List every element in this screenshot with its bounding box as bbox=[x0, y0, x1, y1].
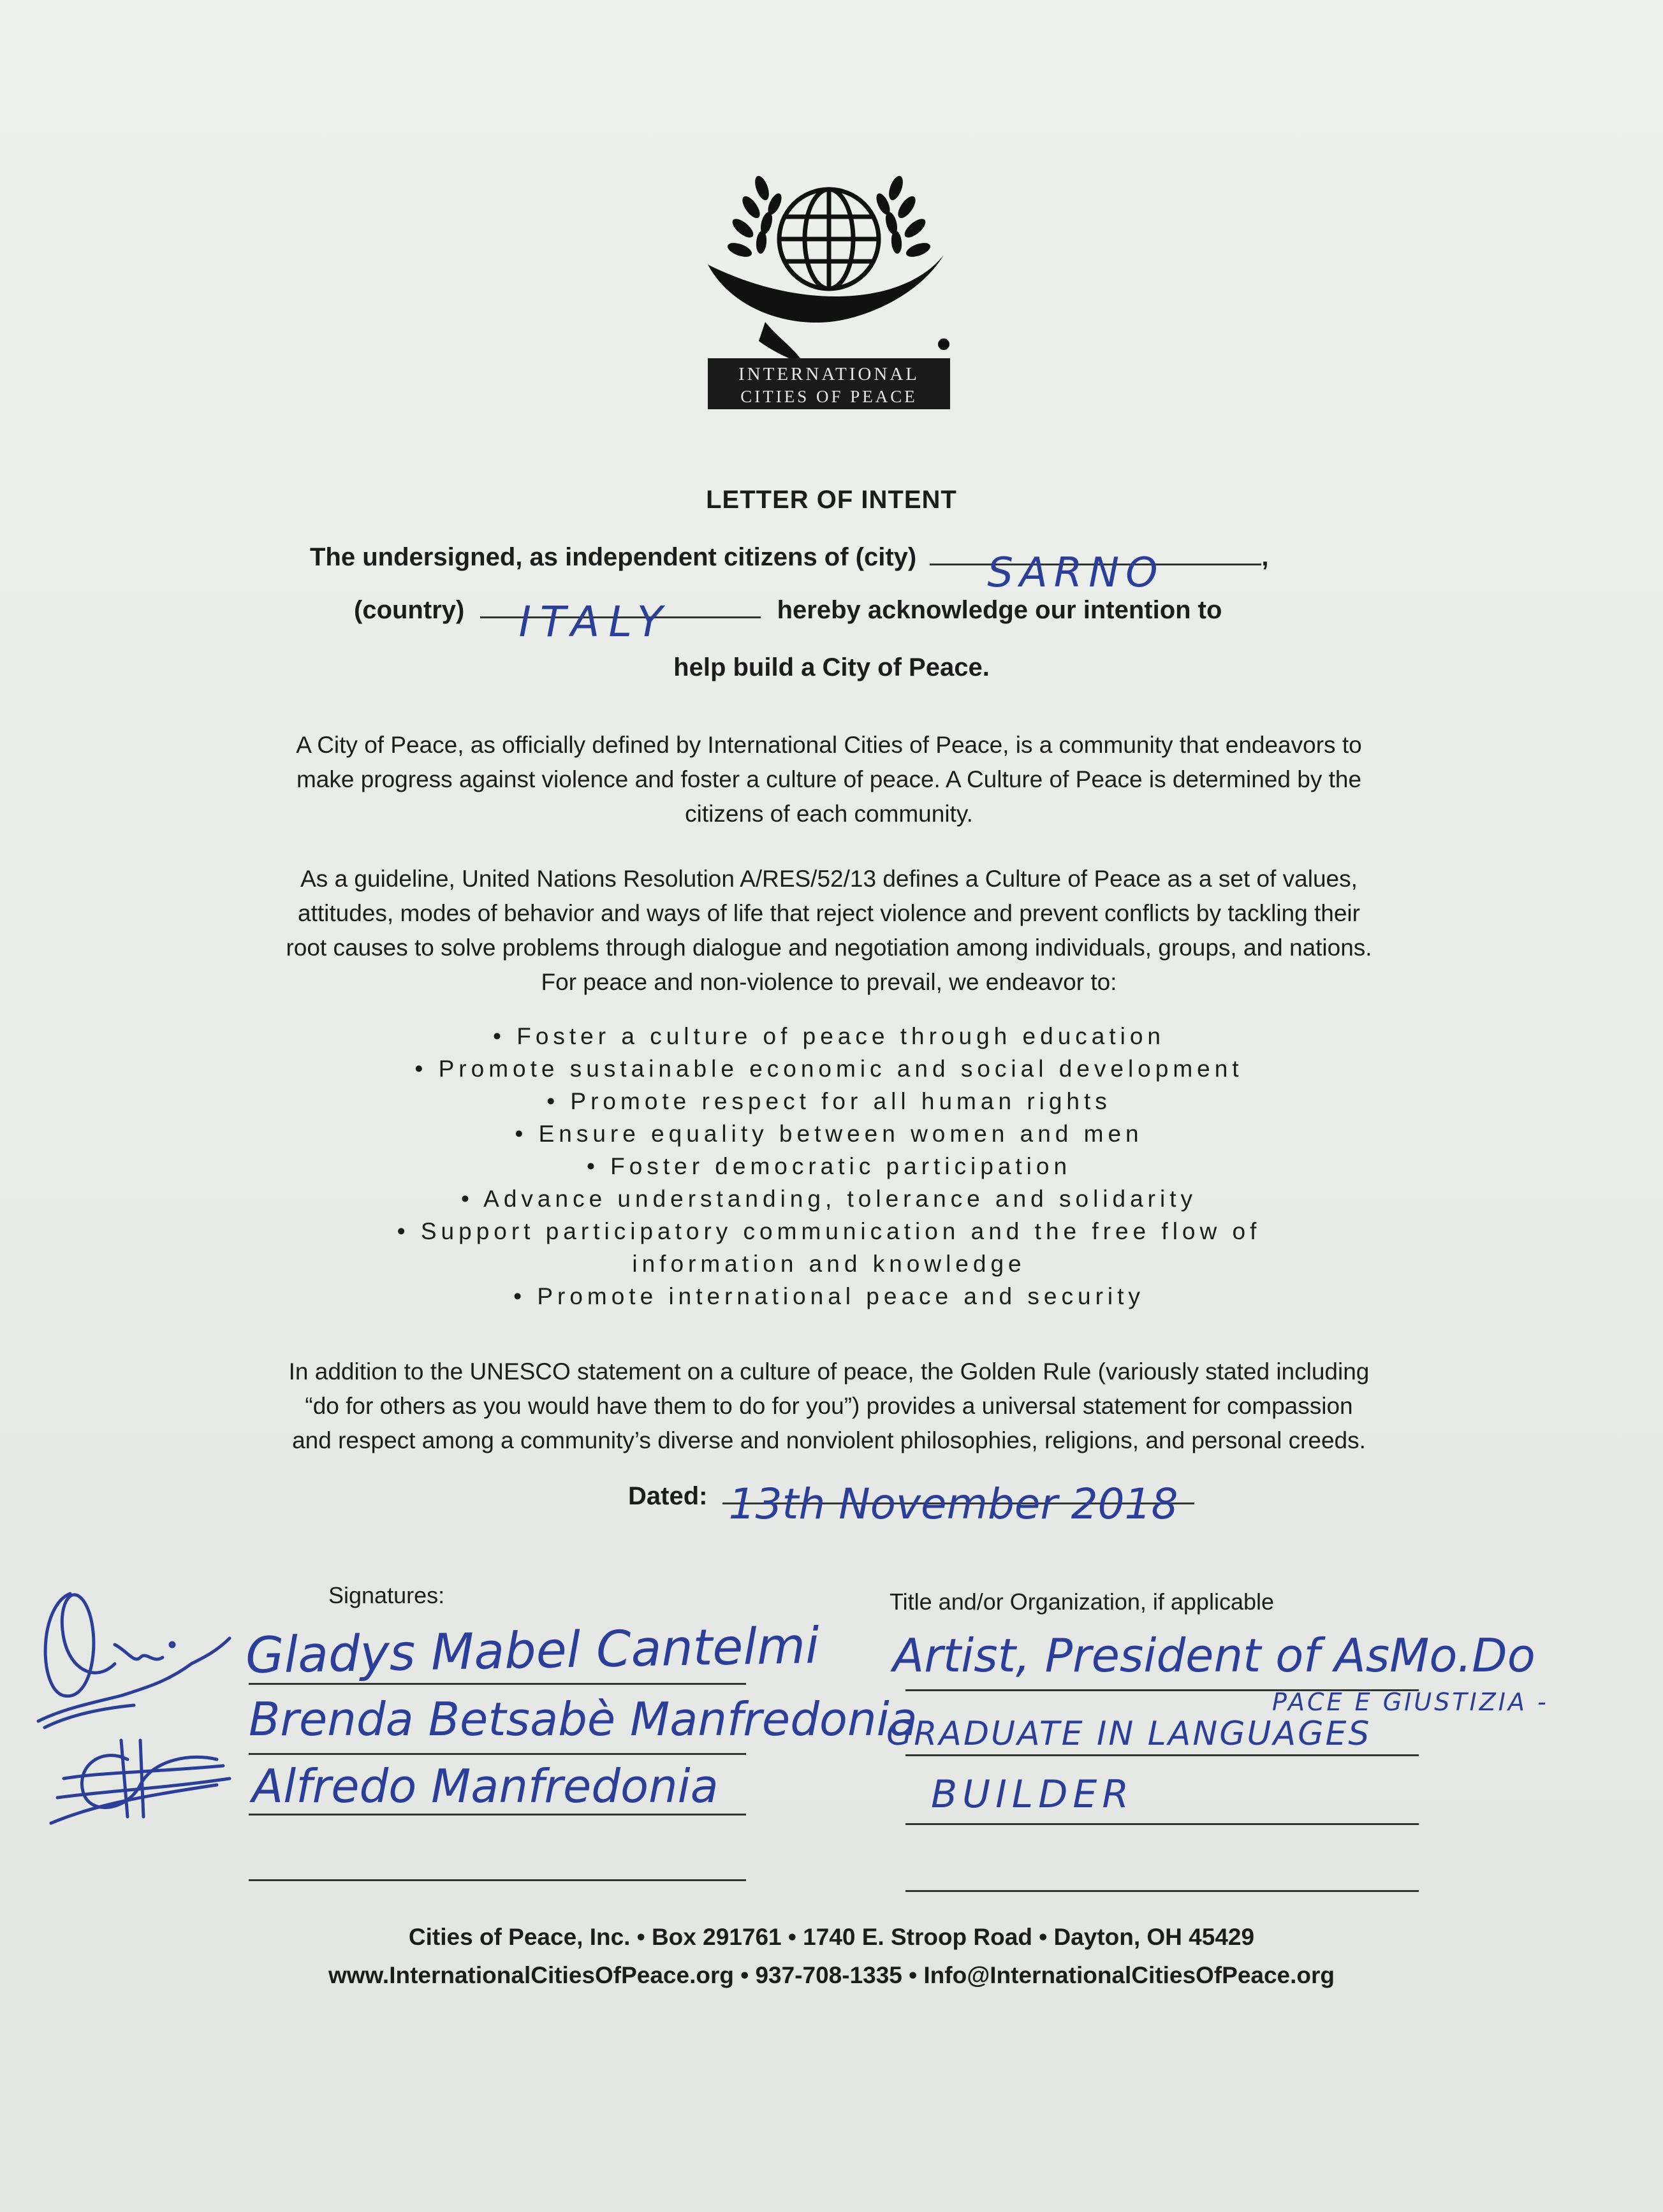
title-line-2 bbox=[905, 1754, 1419, 1756]
list-item: • Foster democratic participation bbox=[586, 1153, 1072, 1179]
list-item: • Support participatory communication and the free flow of bbox=[397, 1218, 1261, 1244]
signature-scribbles bbox=[26, 1568, 281, 1836]
international-cities-of-peace-logo bbox=[695, 159, 963, 421]
signature-line-3 bbox=[249, 1814, 746, 1815]
intent-line-3: help build a City of Peace. bbox=[673, 653, 990, 681]
signer-title-3: BUILDER bbox=[931, 1772, 1134, 1817]
intent-city-prefix: The undersigned, as independent citizens of (city) bbox=[310, 543, 917, 571]
dated-line bbox=[628, 1480, 1194, 1529]
paragraph-line: root causes to solve problems through dialogue and negotiation among individuals, groups, and nations. bbox=[286, 935, 1372, 961]
title-line-3 bbox=[905, 1823, 1419, 1825]
intent-country-prefix: (country) bbox=[354, 596, 465, 624]
signer-title-2: GRADUATE IN LANGUAGES bbox=[886, 1715, 1372, 1753]
dated-label: Dated: bbox=[628, 1482, 708, 1510]
signatures-label: Signatures: bbox=[328, 1582, 445, 1608]
footer-address: Cities of Peace, Inc. • Box 291761 • 1740 E. Stroop Road • Dayton, OH 45429 bbox=[408, 1924, 1255, 1950]
date-handwritten: 13th November 2018 bbox=[728, 1480, 1178, 1529]
intent-line-2 bbox=[354, 596, 1222, 646]
page-title: LETTER OF INTENT bbox=[706, 486, 957, 514]
list-item: • Advance understanding, tolerance and solidarity bbox=[460, 1186, 1198, 1212]
list-item: • Promote sustainable economic and social development bbox=[414, 1056, 1243, 1082]
paragraph-line: make progress against violence and foster a culture of peace. A Culture of Peace is determined by the bbox=[296, 766, 1362, 792]
country-field bbox=[480, 597, 761, 646]
paragraph-line: “do for others as you would have them to do for you”) provides a universal statement for compassion bbox=[305, 1393, 1353, 1419]
city-field bbox=[930, 549, 1261, 597]
date-field bbox=[722, 1480, 1194, 1529]
paragraph-line: For peace and non-violence to prevail, we endeavor to: bbox=[541, 969, 1117, 995]
paragraph-line: As a guideline, United Nations Resolution A/RES/52/13 defines a Culture of Peace as a set of values, bbox=[300, 866, 1358, 892]
paragraph-golden-rule bbox=[191, 1355, 1467, 1458]
city-handwritten: SARNO bbox=[987, 549, 1164, 597]
signer-name-2: Brenda Betsabè Manfredonia bbox=[249, 1692, 918, 1746]
list-item: • Ensure equality between women and men bbox=[515, 1121, 1143, 1147]
logo-line2: CITIES OF PEACE bbox=[740, 387, 918, 406]
list-item: • Foster a culture of peace through education bbox=[492, 1023, 1166, 1049]
signer-title-1: Artist, President of AsMo.Do bbox=[893, 1629, 1535, 1682]
paragraph-guideline bbox=[191, 862, 1467, 1000]
signature-line-4 bbox=[249, 1879, 746, 1881]
logo-line1: INTERNATIONAL bbox=[738, 364, 919, 384]
signature-line-2 bbox=[249, 1753, 746, 1755]
paragraph-line: In addition to the UNESCO statement on a culture of peace, the Golden Rule (variously stated including bbox=[288, 1358, 1370, 1385]
title-note: PACE E GIUSTIZIA - bbox=[1272, 1688, 1549, 1716]
list-item: information and knowledge bbox=[632, 1251, 1026, 1277]
paragraph-line: A City of Peace, as officially defined by International Cities of Peace, is a community that endeavors to bbox=[296, 732, 1362, 758]
paragraph-line: attitudes, modes of behavior and ways of life that reject violence and prevent conflicts by tackling their bbox=[298, 900, 1360, 926]
footer-contact: www.InternationalCitiesOfPeace.org • 937-708-1335 • Info@InternationalCitiesOfPeace.org bbox=[328, 1962, 1335, 1988]
intent-line-1: The undersigned, as independent citizens of (city) SARNO , bbox=[310, 543, 1269, 597]
signer-name-3: Alfredo Manfredonia bbox=[252, 1759, 719, 1813]
paragraph-line: and respect among a community’s diverse and nonviolent philosophies, religions, and personal creeds. bbox=[292, 1427, 1366, 1453]
title-org-label: Title and/or Organization, if applicable bbox=[890, 1589, 1274, 1615]
country-handwritten: ITALY bbox=[518, 597, 672, 646]
paragraph-definition bbox=[191, 728, 1467, 831]
intent-country-suffix: hereby acknowledge our intention to bbox=[777, 596, 1222, 624]
endeavor-list bbox=[191, 1020, 1467, 1313]
paragraph-line: citizens of each community. bbox=[685, 801, 973, 827]
signer-name-1: Gladys Mabel Cantelmi bbox=[245, 1617, 820, 1685]
list-item: • Promote respect for all human rights bbox=[546, 1088, 1111, 1114]
list-item: • Promote international peace and security bbox=[513, 1283, 1145, 1309]
title-line-4 bbox=[905, 1890, 1419, 1892]
